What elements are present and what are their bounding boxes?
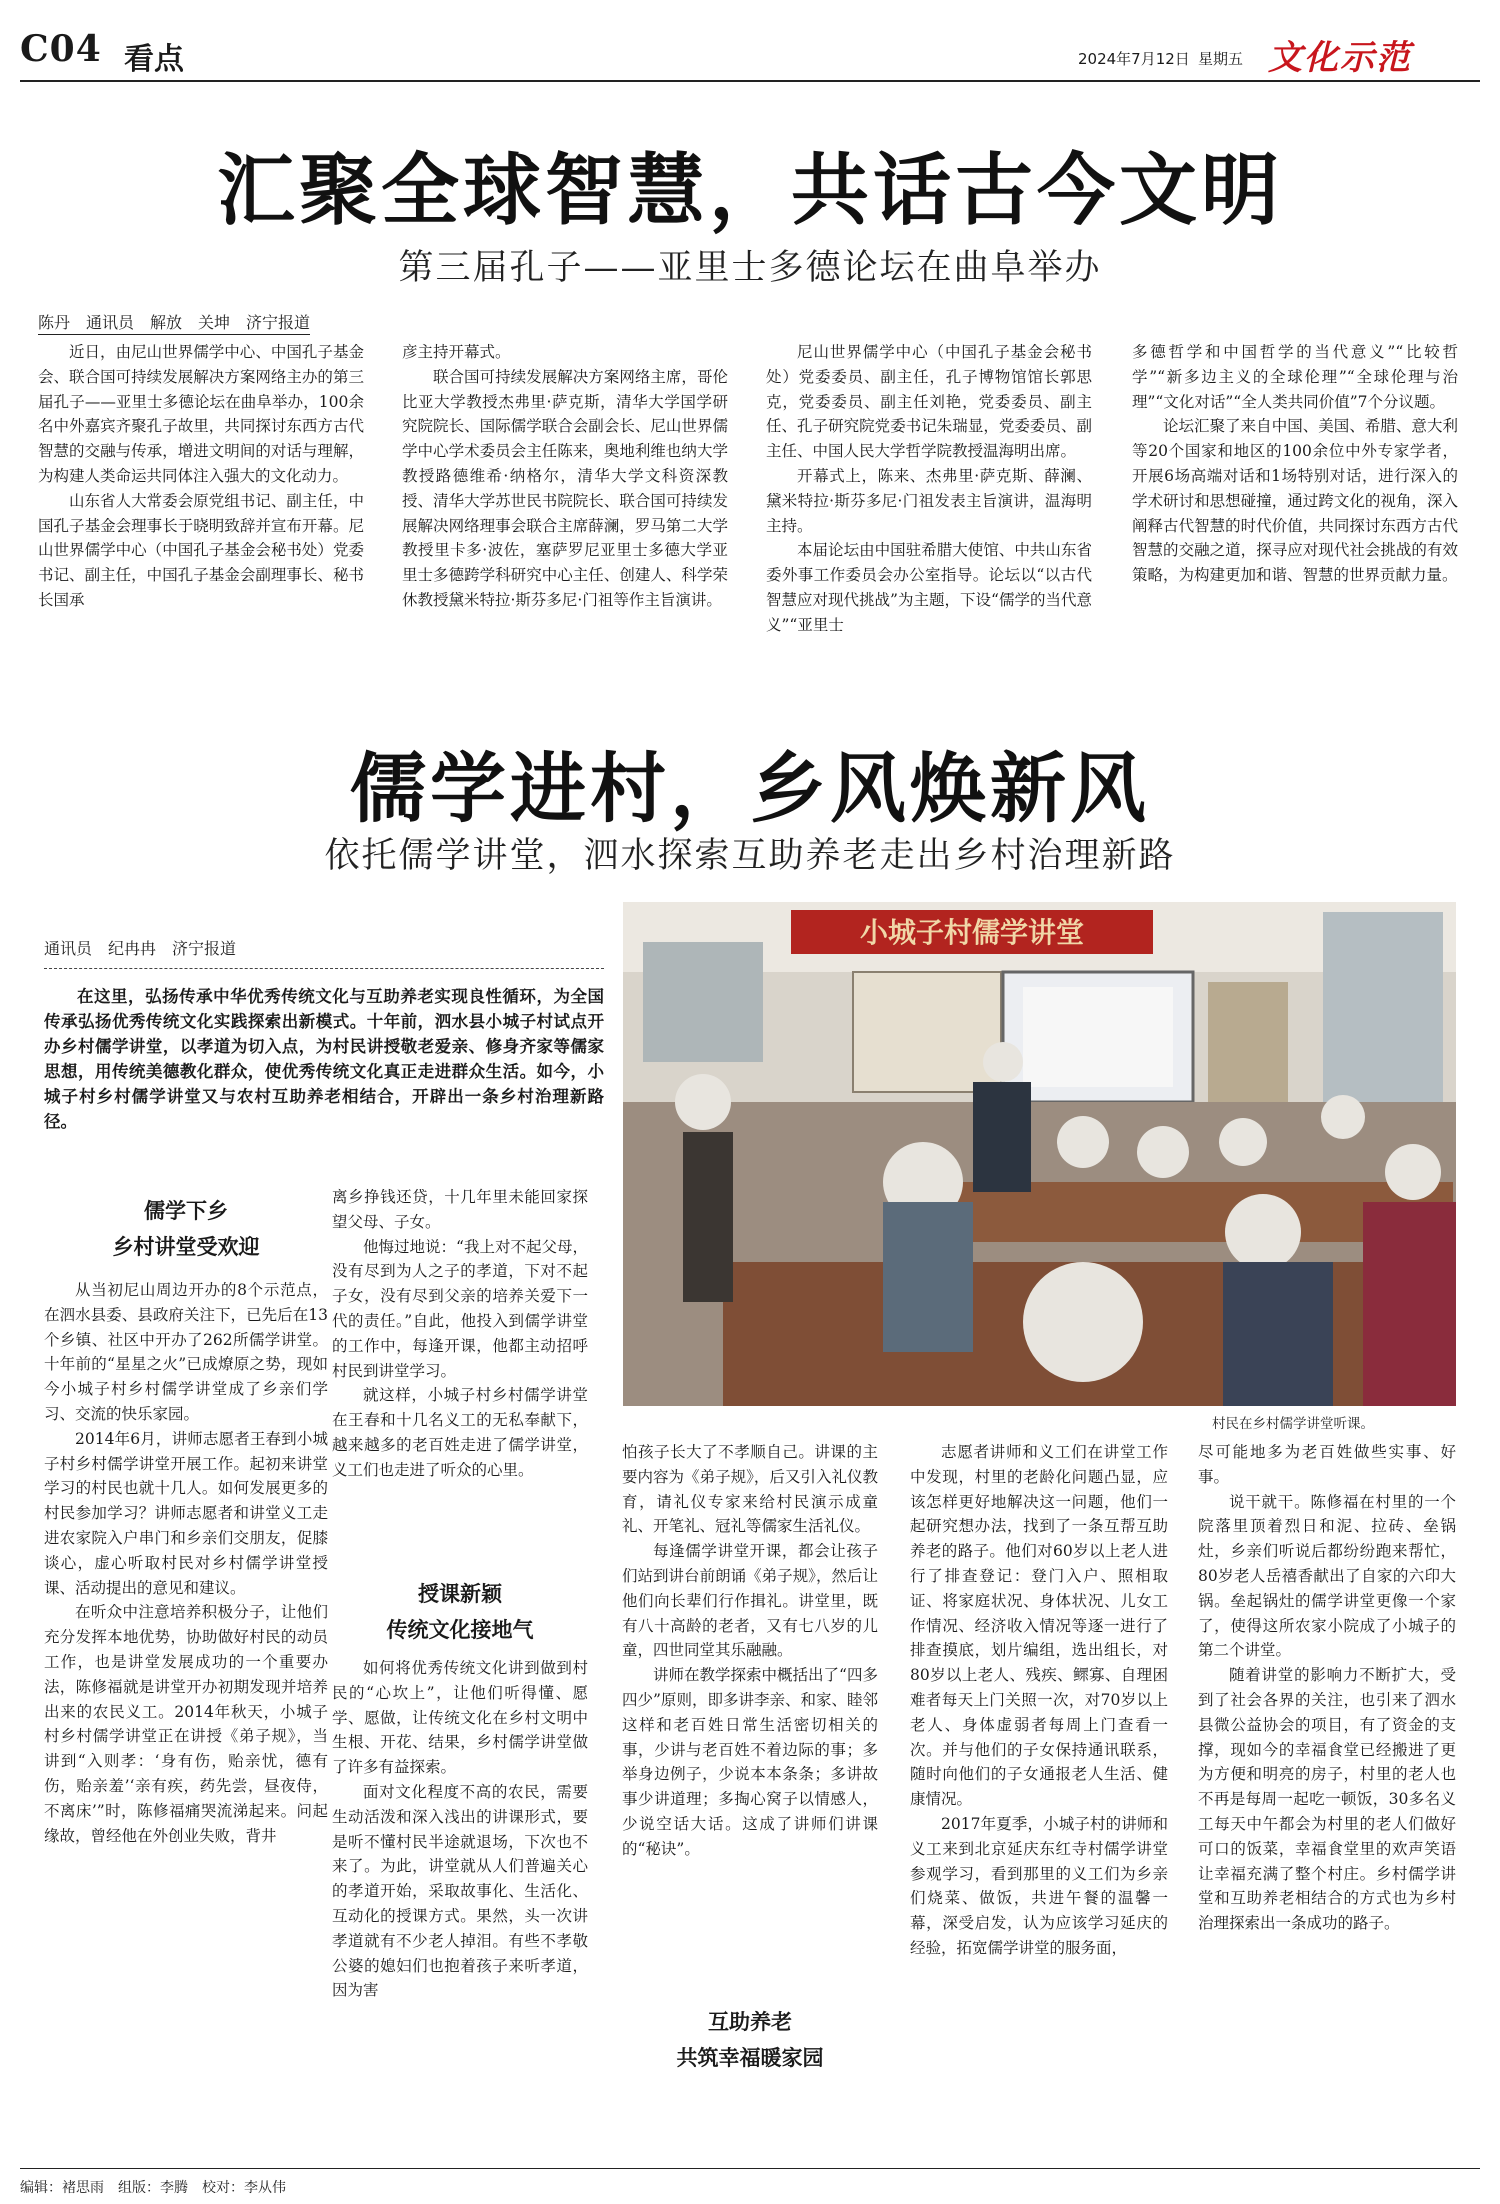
paragraph: 讲师在教学探索中概括出了“四多四少”原则，即多讲李亲、和家、睦邻这样和老百姓日常生活密切相关的事，少讲与老百姓不着边际的事；多举身边例子，少说本本条条；多讲故事少讲道理；多掏心窝子以情感人，少说空话大话。这成了讲师们讲课的“秘诀”。 — [622, 1666, 878, 1858]
classroom-illustration — [623, 902, 1456, 1406]
brand-logo: 文化示范 — [1268, 38, 1412, 78]
lead-paragraph: 在这里，弘扬传承中华优秀传统文化与互助养老实现良性循环，为全国传承弘扬优秀传统文化实践探索出新模式。十年前，泗水县小城子村试点开办乡村儒学讲堂，以孝道为切入点，为村民讲授敬老爱亲、修身齐家等儒家思想，用传统美德教化群众，使优秀传统文化真正走进群众生活。如今，小城子村乡村儒学讲堂又与农村互助养老相结合，开辟出一条乡村治理新路径。 — [44, 987, 604, 1131]
paragraph: 怕孩子长大了不孝顺自己。讲课的主要内容为《弟子规》，后又引入礼仪教育，请礼仪专家来给村民演示成童礼、开笔礼、冠礼等儒家生活礼仪。 — [622, 1443, 878, 1536]
article2-column-2b — [332, 1656, 588, 2003]
article2-lead — [44, 984, 604, 1134]
paragraph: 他悔过地说：“我上对不起父母，没有尽到为人之子的孝道，下对不起子女，没有尽到父亲的培养关爱下一代的责任。”自此，他投入到儒学讲堂的工作中，每逢开课，他都主动招呼村民到讲堂学习。 — [332, 1237, 588, 1380]
paragraph: 尼山世界儒学中心（中国孔子基金会秘书处）党委委员、副主任，孔子博物馆馆长郭思克，党委委员、副主任刘艳，党委委员、副主任、孔子研究院党委书记朱瑞显，党委委员、副主任、中国人民大学哲学院教授温海明出席。 — [766, 343, 1092, 461]
paragraph: 2017年夏季，小城子村的讲师和义工来到北京延庆东红寺村儒学讲堂参观学习，看到那里的义工们为乡亲们烧菜、做饭，共进午餐的温馨一幕，深受启发，认为应该学习延庆的经验，拓宽儒学讲堂的服务面， — [910, 1814, 1168, 1957]
issue-weekday: 星期五 — [1198, 50, 1244, 68]
subhead-line: 授课新颖 — [418, 1581, 502, 1606]
paragraph: 2014年6月，讲师志愿者王春到小城子村乡村儒学讲堂开展工作。起初来讲堂学习的村民也就十几人。如何发展更多的村民参加学习？讲师志愿者和讲堂义工走进农家院入户串门和乡亲们交朋友，促膝谈心，虚心听取村民对乡村儒学讲堂授课、活动提出的意见和建议。 — [44, 1429, 328, 1597]
article1-subtitle: 第三届孔子——亚里士多德论坛在曲阜举办 — [398, 248, 1102, 288]
subhead-line: 传统文化接地气 — [386, 1617, 534, 1642]
article2-subtitle: 依托儒学讲堂，泗水探索互助养老走出乡村治理新路 — [324, 836, 1176, 876]
article2-column-5 — [1198, 1440, 1456, 1936]
article1-column-3 — [766, 340, 1092, 638]
article1-column-1 — [38, 340, 364, 613]
paragraph: 彦主持开幕式。 — [402, 343, 511, 361]
article1-byline: 陈丹 通讯员 解放 关坤 济宁报道 — [38, 310, 310, 335]
article2-column-4 — [910, 1440, 1168, 1961]
paragraph: 在听众中注意培养积极分子，让他们充分发挥本地优势，协助做好村民的动员工作，也是讲堂发展成功的一个重要办法，陈修福就是讲堂开办初期发现并培养出来的农民义工。2014年秋天，小城子村乡村儒学讲堂正在讲授《弟子规》，当讲到“入则孝：‘身有伤，贻亲忧，德有伤，贻亲羞’‘亲有疾，药先尝，昼夜侍，不离床’”时，陈修福痛哭流涕起来。问起缘故，曾经他在外创业失败，背井 — [44, 1603, 328, 1845]
article1-title: 汇聚全球智慧，共话古今文明 — [216, 145, 1283, 236]
classroom-photo — [623, 902, 1456, 1406]
issue-date: 2024年7月12日 — [1078, 50, 1190, 68]
paragraph: 开幕式上，陈来、杰弗里·萨克斯、薛澜、黛米特拉·斯芬多尼·门祖发表主旨演讲，温海明主持。 — [766, 466, 1092, 535]
paragraph: 山东省人大常委会原党组书记、副主任，中国孔子基金会理事长于晓明致辞并宣布开幕。尼山世界儒学中心（中国孔子基金会秘书处）党委书记、副主任，中国孔子基金会副理事长、秘书长国承 — [38, 491, 364, 609]
paragraph: 尽可能地多为老百姓做些实事、好事。 — [1198, 1443, 1456, 1486]
article1-column-4 — [1132, 340, 1458, 588]
subhead-line: 儒学下乡 — [144, 1198, 228, 1223]
article2-title: 儒学进村，乡风焕新风 — [350, 744, 1150, 833]
subhead-mutual-aid — [622, 2004, 878, 2076]
paragraph: 如何将优秀传统文化讲到做到村民的“心坎上”，让他们听得懂、愿学、愿做，让传统文化在乡村文明中生根、开花、结果，乡村儒学讲堂做了许多有益探索。 — [332, 1659, 588, 1777]
section-name: 看点 — [124, 42, 184, 77]
footer-rule — [20, 2168, 1480, 2169]
paragraph: 随着讲堂的影响力不断扩大，受到了社会各界的关注，也引来了泗水县微公益协会的项目，有了资金的支撑，现如今的幸福食堂已经搬进了更为方便和明亮的房子，村里的老人也不再是每周一起吃一顿饭，30多名义工每天中午都会为村里的老人们做好可口的饭菜，幸福食堂里的欢声笑语让幸福充满了整个村庄。乡村儒学讲堂和互助养老相结合的方式也为乡村治理探索出一条成功的路子。 — [1198, 1666, 1456, 1933]
paragraph: 联合国可持续发展解决方案网络主席，哥伦比亚大学教授杰弗里·萨克斯，清华大学国学研究院院长、国际儒学联合会副会长、尼山世界儒学中心学术委员会主任陈来，奥地利维也纳大学教授路德维希·纳格尔，清华大学文科资深教授、清华大学苏世民书院院长、联合国可持续发展解决网络理事会联合主席薛澜，罗马第二大学教授里卡多·波佐，塞萨罗尼亚里士多德大学亚里士多德跨学科研究中心主任、创建人、科学荣休教授黛米特拉·斯芬多尼·门祖等作主旨演讲。 — [402, 367, 728, 609]
photo-caption: 村民在乡村儒学讲堂听课。 — [1212, 1416, 1374, 1432]
byline-rule — [44, 968, 604, 969]
subhead-line: 乡村讲堂受欢迎 — [112, 1234, 260, 1259]
paragraph: 每逢儒学讲堂开课，都会让孩子们站到讲台前朗诵《弟子规》，然后让他们向长辈们行作揖礼。讲堂里，既有八十高龄的老者，又有七八岁的儿童，四世同堂其乐融融。 — [622, 1542, 878, 1660]
paragraph: 论坛汇聚了来自中国、美国、希腊、意大利等20个国家和地区的100余位中外专家学者，开展6场高端对话和1场特别对话，进行深入的学术研讨和思想碰撞，通过跨文化的视角，深入阐释古代智慧的时代价值，共同探讨东西方古代智慧的交融之道，探寻应对现代社会挑战的有效策略，为构建更加和谐、智慧的世界贡献力量。 — [1132, 417, 1458, 585]
paragraph: 多德哲学和中国哲学的当代意义”“比较哲学”“新多边主义的全球伦理”“全球伦理与治理”“文化对话”“全人类共同价值”7个分议题。 — [1132, 343, 1458, 411]
subhead-line: 共筑幸福暖家园 — [676, 2045, 824, 2070]
paragraph: 从当初尼山周边开办的8个示范点，在泗水县委、县政府关注下，已先后在13个乡镇、社区中开办了262所儒学讲堂。十年前的“星星之火”已成燎原之势，现如今小城子村乡村儒学讲堂成了乡亲们学习、交流的快乐家园。 — [44, 1281, 328, 1423]
subhead-village-lecture — [44, 1193, 328, 1265]
article2-column-2 — [332, 1185, 588, 1483]
paragraph: 志愿者讲师和义工们在讲堂工作中发现，村里的老龄化问题凸显，应该怎样更好地解决这一问题，他们一起研究想办法，找到了一条互帮互助养老的路子。他们对60岁以上老人进行了排查登记：登门入户、照相取证、将家庭状况、身体状况、儿女工作情况、经济收入情况等逐一进行了排查摸底，划片编组，选出组长，对80岁以上老人、残疾、鳏寡、自理困难者每天上门关照一次，对70岁以上老人、身体虚弱者每周上门查看一次。并与他们的子女保持通讯联系，随时向他们的子女通报老人生活、健康情况。 — [910, 1443, 1168, 1809]
article2-column-3 — [622, 1440, 878, 1862]
article2-column-1 — [44, 1278, 328, 1848]
paragraph: 面对文化程度不高的农民，需要生动活泼和深入浅出的讲课形式，要是听不懂村民半途就退场，下次也不来了。为此，讲堂就从人们普遍关心的孝道开始，采取故事化、生活化、互动化的授课方式。果然，头一次讲孝道就有不少老人掉泪。有些不孝敬公婆的媳妇们也抱着孩子来听孝道，因为害 — [332, 1782, 588, 2000]
paragraph: 本届论坛由中国驻希腊大使馆、中共山东省委外事工作委员会办公室指导。论坛以“以古代智慧应对现代挑战”为主题，下设“儒学的当代意义”“亚里士 — [766, 541, 1092, 634]
paragraph: 近日，由尼山世界儒学中心、中国孔子基金会、联合国可持续发展解决方案网络主办的第三届孔子——亚里士多德论坛在曲阜举办，100余名中外嘉宾齐聚孔子故里，共同探讨东西方古代智慧的交融与传承，增进文明间的对话与理解，为构建人类命运共同体注入强大的文化动力。 — [38, 343, 364, 485]
subhead-line: 互助养老 — [708, 2009, 792, 2034]
article1-column-2 — [402, 340, 728, 613]
article2-byline: 通讯员 纪冉冉 济宁报道 — [44, 939, 237, 958]
classroom-sign: 小城子村儒学讲堂 — [859, 916, 1085, 949]
paragraph: 离乡挣钱还贷，十几年里未能回家探望父母、子女。 — [332, 1188, 588, 1231]
page-code: C04 — [20, 28, 102, 70]
footer-credits: 编辑：褚思雨 组版：李腾 校对：李从伟 — [20, 2180, 286, 2196]
paragraph: 就这样，小城子村乡村儒学讲堂在王春和十几名义工的无私奉献下，越来越多的老百姓走进了儒学讲堂，义工们也走进了听众的心里。 — [332, 1386, 588, 1479]
paragraph: 说干就干。陈修福在村里的一个院落里顶着烈日和泥、拉砖、垒锅灶，乡亲们听说后都纷纷跑来帮忙，80岁老人岳禧香献出了自家的六印大锅。垒起锅灶的儒学讲堂更像一个家了，使得这所农家小院成了小城子的第二个讲堂。 — [1198, 1492, 1456, 1660]
subhead-teaching — [332, 1576, 588, 1648]
header-rule — [20, 80, 1480, 82]
